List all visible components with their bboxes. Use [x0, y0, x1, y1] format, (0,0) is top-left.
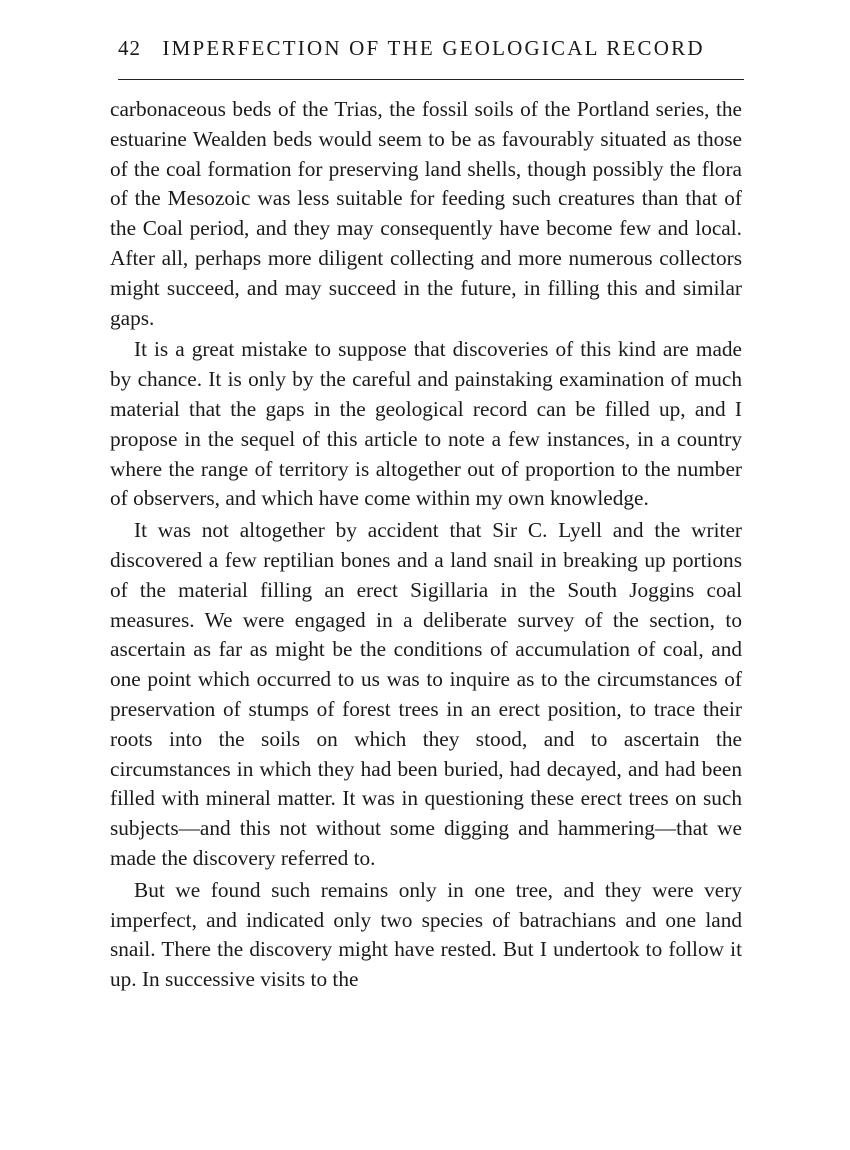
- paragraph: It is a great mistake to suppose that discoveries of this kind are made by chance. It is only by the careful and painstaking examination of much material that the gaps in the geological record can be filled up, and I propose in the sequel of this article to note a few instances, in a country where the range of territory is altogether out of proportion to the number of observers, and which have come within my own knowledge.: [110, 337, 742, 511]
- paragraph: But we found such remains only in one tree, and they were very imperfect, and indicated only two species of batrachians and one land snail. There the discovery might have rested. But I undertook to follow it up. In successive visits to the: [110, 877, 742, 992]
- page-number: 42: [118, 36, 141, 60]
- paragraph: It was not altogether by accident that Sir C. Lyell and the writer discovered a few reptilian bones and a land snail in breaking up portions of the material filling an erect Sigillaria in the South Joggins coal measures. We were engaged in a deliberate survey of the section, to ascertain as far as might be the conditions of accumulation of coal, and one point which occurred to us was to inquire as to the circumstances of preservation of stumps of forest trees in an erect position, to trace their roots into the soils on which they stood, and to ascertain the circumstances in which they had been buried, had decayed, and had been filled with mineral matter. It was in questioning these erect trees on such subjects—and this not without some digging and hammering—that we made the discovery referred to.: [110, 518, 742, 870]
- running-head: [118, 36, 746, 70]
- paragraph-continuation: carbonaceous beds of the Trias, the fossil soils of the Portland series, the estuarine Wealden beds would seem to be as favourably situated as those of the coal formation for preserving land shells, though possibly the flora of the Mesozoic was less suitable for feeding such creatures than that of the Coal period, and they may consequently have become few and local. After all, perhaps more diligent collecting and more numerous collectors might succeed, and may succeed in the future, in filling this and similar gaps.: [110, 97, 742, 330]
- header-title: IMPERFECTION OF THE GEOLOGICAL RECORD: [162, 36, 705, 60]
- header-rule: [118, 79, 744, 80]
- body-text: [110, 95, 742, 995]
